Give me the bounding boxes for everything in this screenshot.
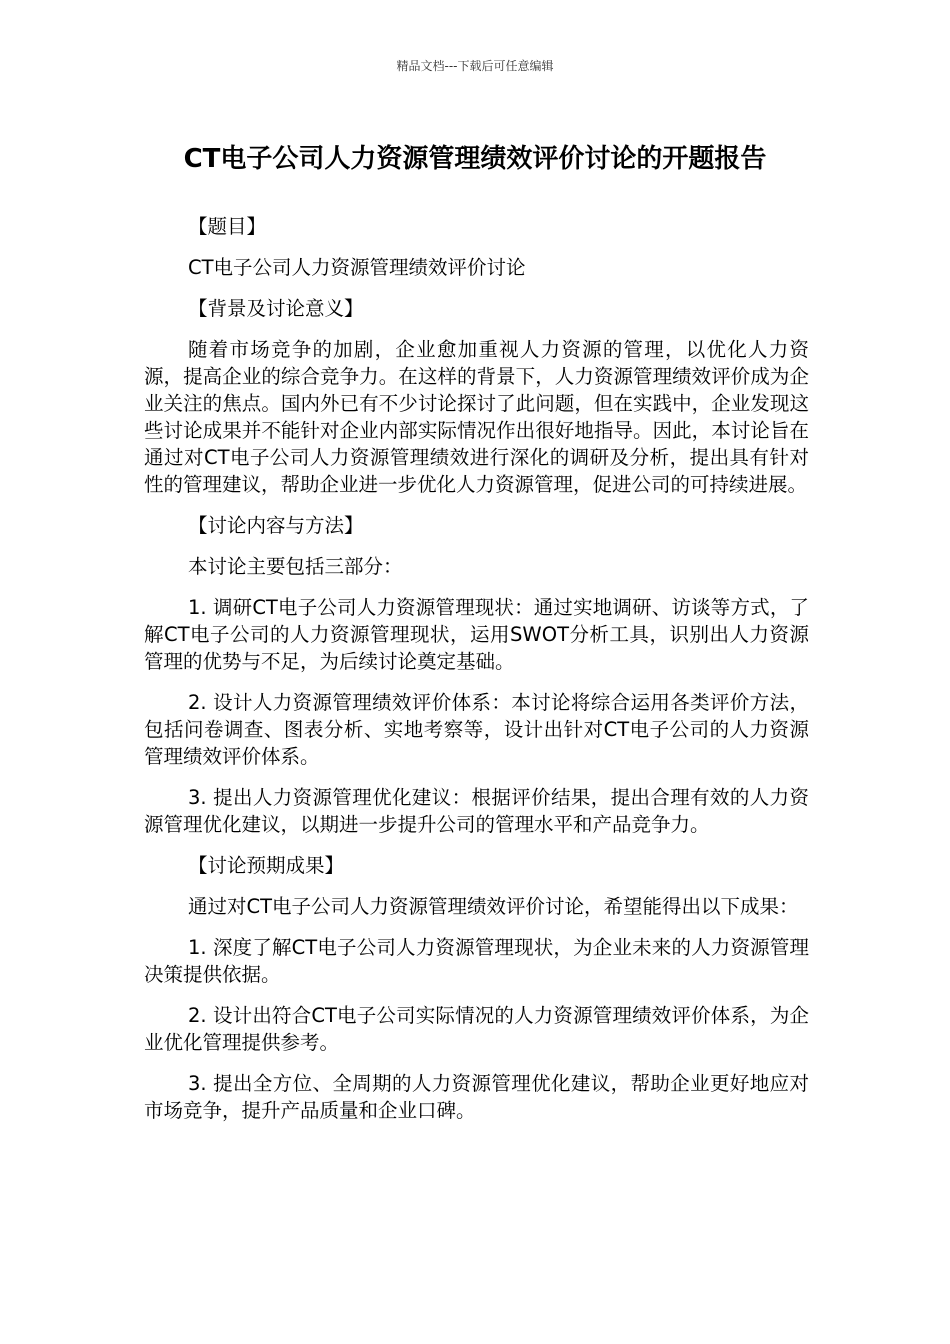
results-item: 2. 设计出符合CT电子公司实际情况的人力资源管理绩效评价体系，为企业优化管理提供参考。: [144, 1004, 809, 1054]
topic-text: CT电子公司人力资源管理绩效评价讨论: [188, 256, 526, 279]
document-body: [144, 213, 809, 1138]
header-note: 精品文档---下载后可任意编辑: [396, 59, 554, 73]
background-paragraph: 随着市场竞争的加剧，企业愈加重视人力资源的管理，以优化人力资源，提高企业的综合竞争力。在这样的背景下，人力资源管理绩效评价成为企业关注的焦点。国内外已有不少讨论探讨了此问题，但在实践中，企业发现这些讨论成果并不能针对企业内部实际情况作出很好地指导。因此，本讨论旨在通过对CT电子公司人力资源管理绩效进行深化的调研及分析，提出具有针对性的管理建议，帮助企业进一步优化人力资源管理，促进公司的可持续进展。: [144, 338, 809, 496]
results-item: 1. 深度了解CT电子公司人力资源管理现状，为企业未来的人力资源管理决策提供依据。: [144, 936, 809, 986]
results-intro: 通过对CT电子公司人力资源管理绩效评价讨论，希望能得出以下成果：: [188, 895, 799, 918]
content-intro: 本讨论主要包括三部分：: [188, 555, 403, 578]
section-heading-topic: 【题目】: [188, 215, 267, 238]
section-heading-content: 【讨论内容与方法】: [188, 514, 364, 537]
content-item: 1. 调研CT电子公司人力资源管理现状：通过实地调研、访谈等方式，了解CT电子公司的人力资源管理现状，运用SWOT分析工具，识别出人力资源管理的优势与不足，为后续讨论奠定基础。: [144, 596, 809, 673]
results-item: 3. 提出全方位、全周期的人力资源管理优化建议，帮助企业更好地应对市场竞争，提升产品质量和企业口碑。: [144, 1072, 809, 1122]
section-heading-background: 【背景及讨论意义】: [188, 297, 364, 320]
document-title: CT电子公司人力资源管理绩效评价讨论的开题报告: [183, 144, 767, 174]
content-item: 2. 设计人力资源管理绩效评价体系：本讨论将综合运用各类评价方法，包括问卷调查、图表分析、实地考察等，设计出针对CT电子公司的人力资源管理绩效评价体系。: [144, 691, 809, 768]
content-item: 3. 提出人力资源管理优化建议：根据评价结果，提出合理有效的人力资源管理优化建议，以期进一步提升公司的管理水平和产品竞争力。: [144, 786, 809, 836]
section-heading-results: 【讨论预期成果】: [188, 854, 345, 877]
